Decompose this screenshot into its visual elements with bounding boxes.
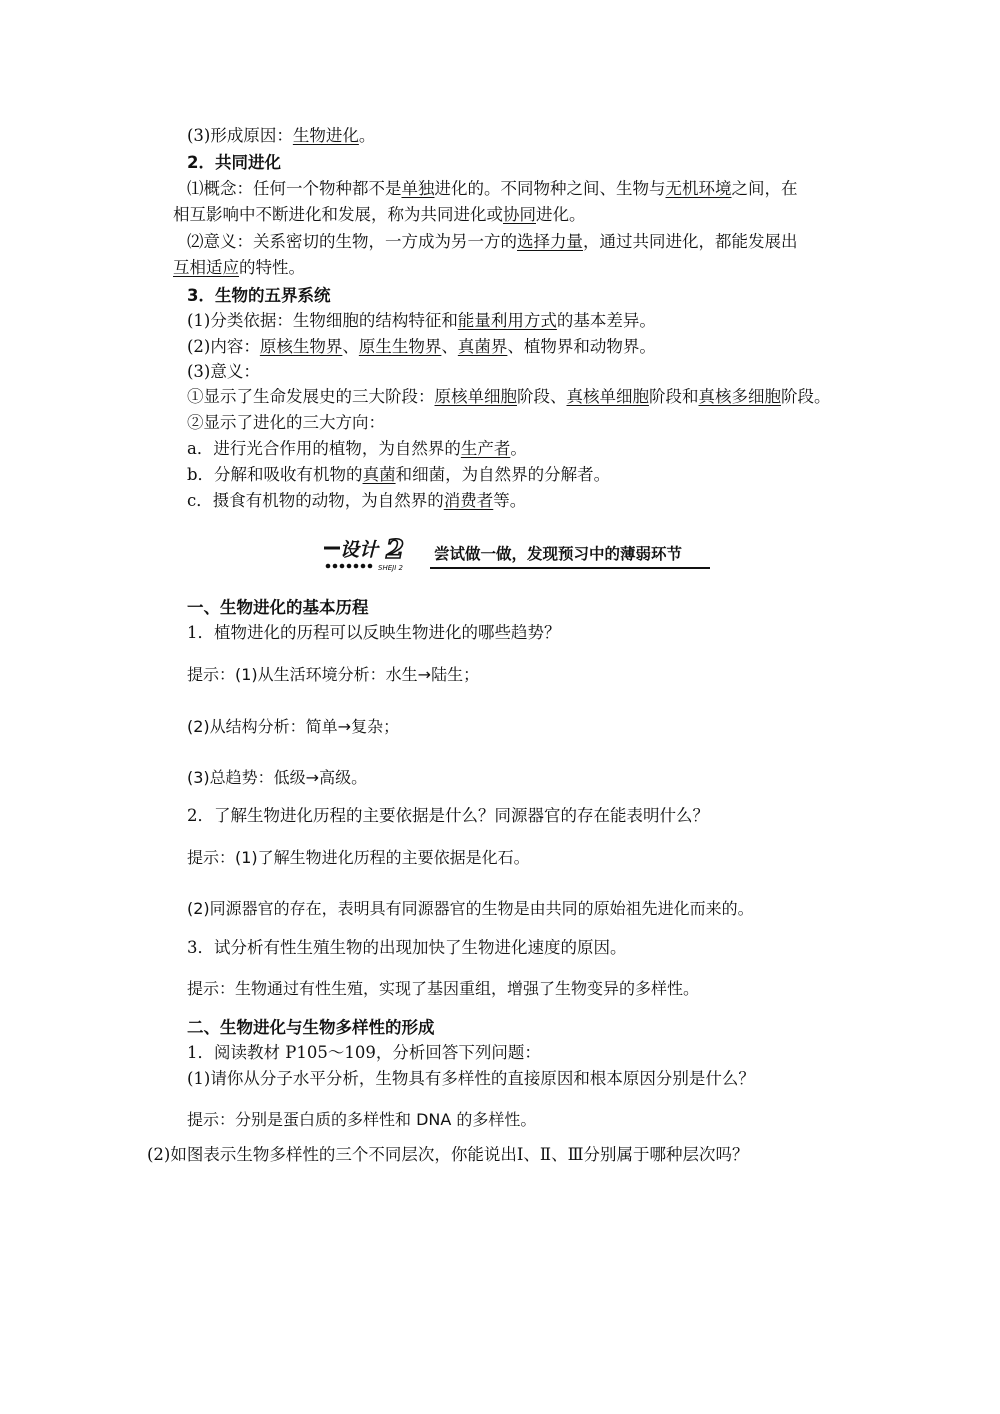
- underlined-answer: 生物进化: [292, 126, 359, 145]
- direction-b: b．分解和吸收有机物的真菌和细菌，为自然界的分解者。: [187, 465, 611, 484]
- significance-heading: (3)意义：: [187, 362, 260, 381]
- part2-question-1b: (2)如图表示生物多样性的三个不同层次，你能说出Ⅰ、Ⅱ、Ⅲ分别属于哪种层次吗？: [147, 1145, 749, 1164]
- part2-question-1: 1．阅读教材 P105～109，分析回答下列问题：: [187, 1043, 541, 1062]
- logo-number: 2: [386, 535, 405, 565]
- direction-a: a．进行光合作用的植物，为自然界的生产者。: [187, 439, 527, 458]
- underlined-answer: 协同: [503, 205, 536, 224]
- formation-reason-line: (3)形成原因：生物进化。: [187, 126, 376, 145]
- underlined-answer: 原核单细胞: [434, 387, 517, 406]
- underlined-answer: 无机环境: [665, 179, 732, 198]
- significance-item-1: ①显示了生命发展史的三大阶段：原核单细胞阶段、真核单细胞阶段和真核多细胞阶段。: [187, 387, 831, 406]
- part1-hint-1b: (2)从结构分析：简单→复杂；: [187, 717, 400, 736]
- part1-hint-1a: 提示：(1)从生活环境分析：水生→陆生；: [187, 665, 480, 684]
- underlined-answer: 原生生物界: [358, 337, 442, 356]
- part1-heading: 一、生物进化的基本历程: [187, 598, 369, 617]
- significance-item-2: ②显示了进化的三大方向：: [187, 413, 385, 432]
- logo-text: 设计: [340, 539, 379, 561]
- kingdoms-content: (2)内容：原核生物界、原生生物界、真菌界、植物界和动物界。: [187, 337, 656, 356]
- part1-hint-3: 提示：生物通过有性生殖，实现了基因重组，增强了生物变异的多样性。: [187, 979, 700, 998]
- concept-line-1: ⑴概念：任何一个物种都不是单独进化的。不同物种之间、生物与无机环境之间，在: [187, 179, 798, 198]
- banner-underline: [430, 567, 710, 569]
- part1-hint-1c: (3)总趋势：低级→高级。: [187, 768, 368, 787]
- part1-question-3: 3．试分析有性生殖生物的出现加快了生物进化速度的原因。: [187, 938, 627, 957]
- logo-subtext: SHEJI 2: [378, 564, 403, 572]
- concept-line-2: 相互影响中不断进化和发展，称为共同进化或协同进化。: [173, 205, 586, 224]
- part1-hint-2b: (2)同源器官的存在，表明具有同源器官的生物是由共同的原始祖先进化而来的。: [187, 899, 754, 918]
- part2-question-1a: (1)请你从分子水平分析，生物具有多样性的直接原因和根本原因分别是什么？: [187, 1069, 755, 1088]
- part2-heading: 二、生物进化与生物多样性的形成: [187, 1018, 435, 1037]
- banner-text: 尝试做一做，发现预习中的薄弱环节: [434, 545, 683, 563]
- underlined-answer: 真核多细胞: [698, 387, 781, 406]
- underlined-answer: 消费者: [443, 491, 494, 510]
- underlined-answer: 真菌: [362, 465, 396, 484]
- underlined-answer: 选择力量: [517, 232, 583, 251]
- logo-dots: [326, 564, 373, 569]
- underlined-answer: 真菌界: [457, 337, 508, 356]
- underlined-answer: 原核生物界: [259, 337, 343, 356]
- coevolution-heading: 2．共同进化: [187, 153, 281, 172]
- underlined-answer: 互相适应: [173, 258, 239, 277]
- part2-hint-1: 提示：分别是蛋白质的多样性和 DNA 的多样性。: [187, 1110, 537, 1129]
- underlined-answer: 能量利用方式: [457, 311, 557, 330]
- part1-question-1: 1．植物进化的历程可以反映生物进化的哪些趋势？: [187, 623, 561, 642]
- design-2-banner: [322, 534, 712, 574]
- design-2-logo: [322, 534, 422, 574]
- meaning-line-2: 互相适应的特性。: [173, 258, 305, 277]
- direction-c: c．摄食有机物的动物，为自然界的消费者等。: [187, 491, 527, 510]
- five-kingdoms-heading: 3．生物的五界系统: [187, 286, 331, 305]
- underlined-answer: 单独: [401, 179, 435, 198]
- underlined-answer: 真核单细胞: [566, 387, 649, 406]
- classification-basis: (1)分类依据：生物细胞的结构特征和能量利用方式的基本差异。: [187, 311, 656, 330]
- part1-hint-2a: 提示：(1)了解生物进化历程的主要依据是化石。: [187, 848, 530, 867]
- part1-question-2: 2．了解生物进化历程的主要依据是什么？同源器官的存在能表明什么？: [187, 806, 709, 825]
- underlined-answer: 生产者: [460, 439, 511, 458]
- meaning-line-1: ⑵意义：关系密切的生物，一方成为另一方的选择力量，通过共同进化，都能发展出: [187, 232, 798, 251]
